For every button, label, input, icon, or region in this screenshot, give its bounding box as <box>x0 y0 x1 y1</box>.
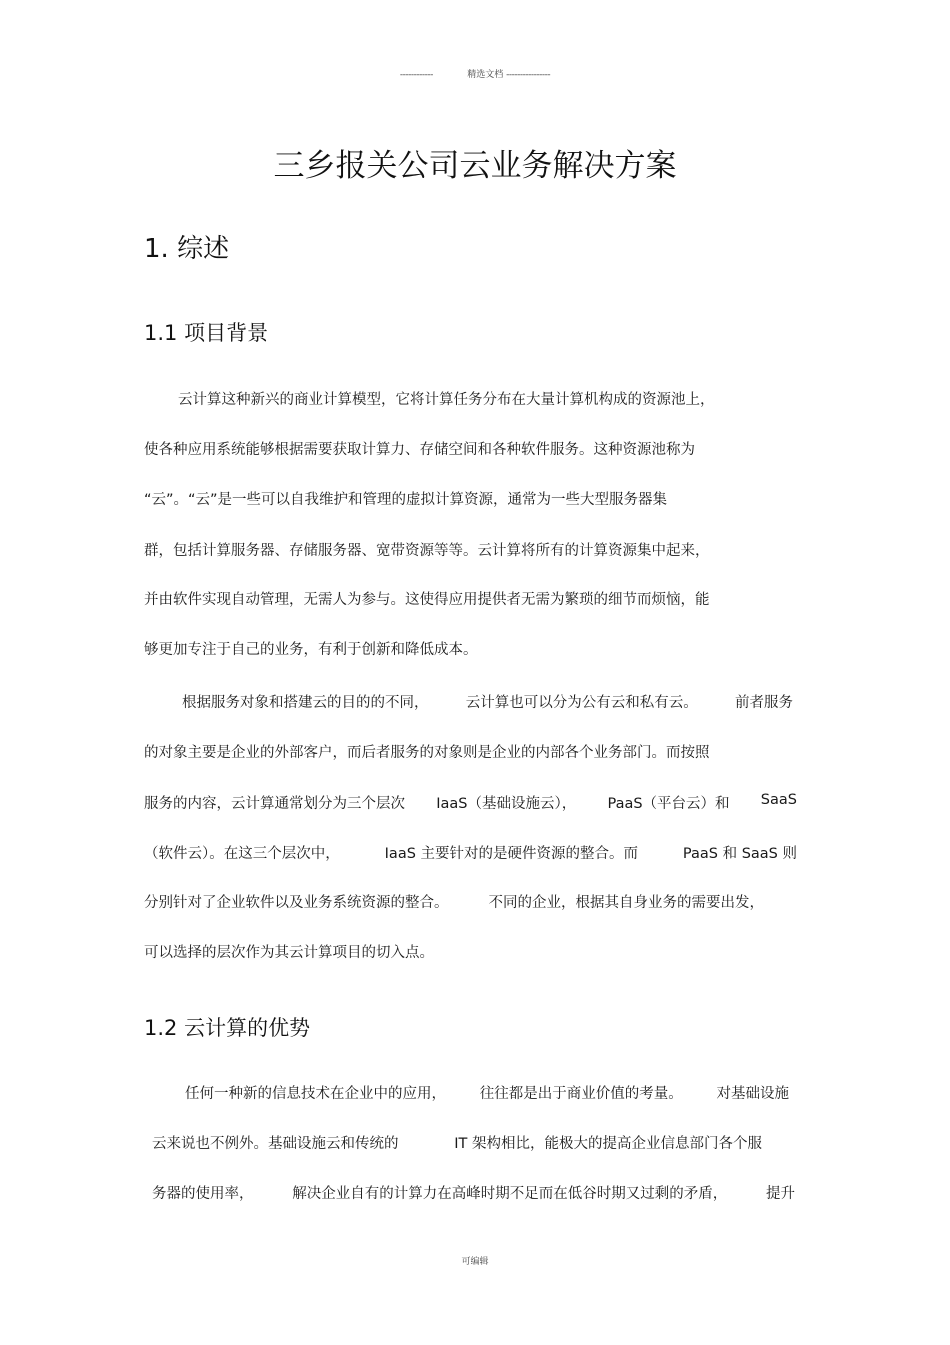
header-label: 精选文档 <box>467 70 504 80</box>
para1-line4: 群，包括计算服务器、存储服务器、宽带资源等等。云计算将所有的计算资源集中起来， <box>144 543 710 559</box>
s12-line2-part1: 云来说也不例外。基础设施云和传统的 <box>152 1136 399 1152</box>
page-footer: 可编辑 <box>461 1257 489 1267</box>
s12-line2 <box>152 1132 762 1153</box>
para1-line6: 够更加专注于自己的业务，有利于创新和降低成本。 <box>144 642 478 658</box>
section-1-heading: 1. 综述 <box>144 234 230 264</box>
para2-line5-part1: 分别针对了企业软件以及业务系统资源的整合。 <box>144 895 449 911</box>
s12-line1 <box>185 1082 789 1103</box>
para1-line1: 云计算这种新兴的商业计算模型，它将计算任务分布在大量计算机构成的资源池上， <box>178 392 715 408</box>
para2-line3-part1: 服务的内容，云计算通常划分为三个层次 <box>144 796 405 812</box>
s12-line3 <box>152 1182 795 1203</box>
para2-line3-part3: PaaS（平台云）和 <box>607 796 730 812</box>
para2-line5 <box>144 891 764 912</box>
para2-line4-part3: PaaS 和 SaaS 则 <box>682 846 797 862</box>
para2-line2: 的对象主要是企业的外部客户，而后者服务的对象则是企业的内部各个业务部门。而按照 <box>144 745 710 761</box>
para2-line1-part3: 前者服务 <box>735 695 793 711</box>
s12-line3-part2: 解决企业自有的计算力在高峰时期不足而在低谷时期又过剩的矛盾， <box>292 1186 728 1202</box>
s12-line3-part1: 务器的使用率， <box>152 1186 254 1202</box>
para2-line4 <box>144 842 797 863</box>
page-header <box>0 67 950 80</box>
para2-line3 <box>144 792 797 813</box>
para2-line5-part2: 不同的企业，根据其自身业务的需要出发， <box>488 895 764 911</box>
s12-line1-part2: 往往都是出于商业价值的考量。 <box>479 1086 683 1102</box>
para1-line3: “云”。“云”是一些可以自我维护和管理的虚拟计算资源，通常为一些大型服务器集 <box>144 492 668 508</box>
para2-line4-part1: （软件云）。在这三个层次中， <box>144 846 340 862</box>
para2-line3-part2: IaaS（基础设施云）， <box>436 796 577 812</box>
s12-line2-part2: IT 架构相比，能极大的提高企业信息部门各个服 <box>454 1136 762 1152</box>
header-left-dashes: ------------ <box>399 70 433 80</box>
para2-line3-part4: SaaS <box>760 792 797 808</box>
s12-line3-part3: 提升 <box>766 1186 795 1202</box>
para2-line1-part2: 云计算也可以分为公有云和私有云。 <box>465 695 698 711</box>
para2-line1-part1: 根据服务对象和搭建云的目的的不同， <box>182 695 429 711</box>
s12-line1-part1: 任何一种新的信息技术在企业中的应用， <box>185 1086 446 1102</box>
para2-line6: 可以选择的层次作为其云计算项目的切入点。 <box>144 945 434 961</box>
document-title: 三乡报关公司云业务解决方案 <box>273 148 677 184</box>
section-1-2-heading: 1.2 云计算的优势 <box>144 1016 311 1040</box>
para2-line4-part2: IaaS 主要针对的是硬件资源的整合。而 <box>384 846 639 862</box>
header-right-dashes: ---------------- <box>506 70 551 80</box>
para1-line2: 使各种应用系统能够根据需要获取计算力、存储空间和各种软件服务。这种资源池称为 <box>144 442 695 458</box>
s12-line1-part3: 对基础设施 <box>716 1086 789 1102</box>
para2-line1 <box>182 691 793 712</box>
para1-line5: 并由软件实现自动管理，无需人为参与。这使得应用提供者无需为繁琐的细节而烦恼，能 <box>144 592 710 608</box>
section-1-1-heading: 1.1 项目背景 <box>144 321 269 345</box>
